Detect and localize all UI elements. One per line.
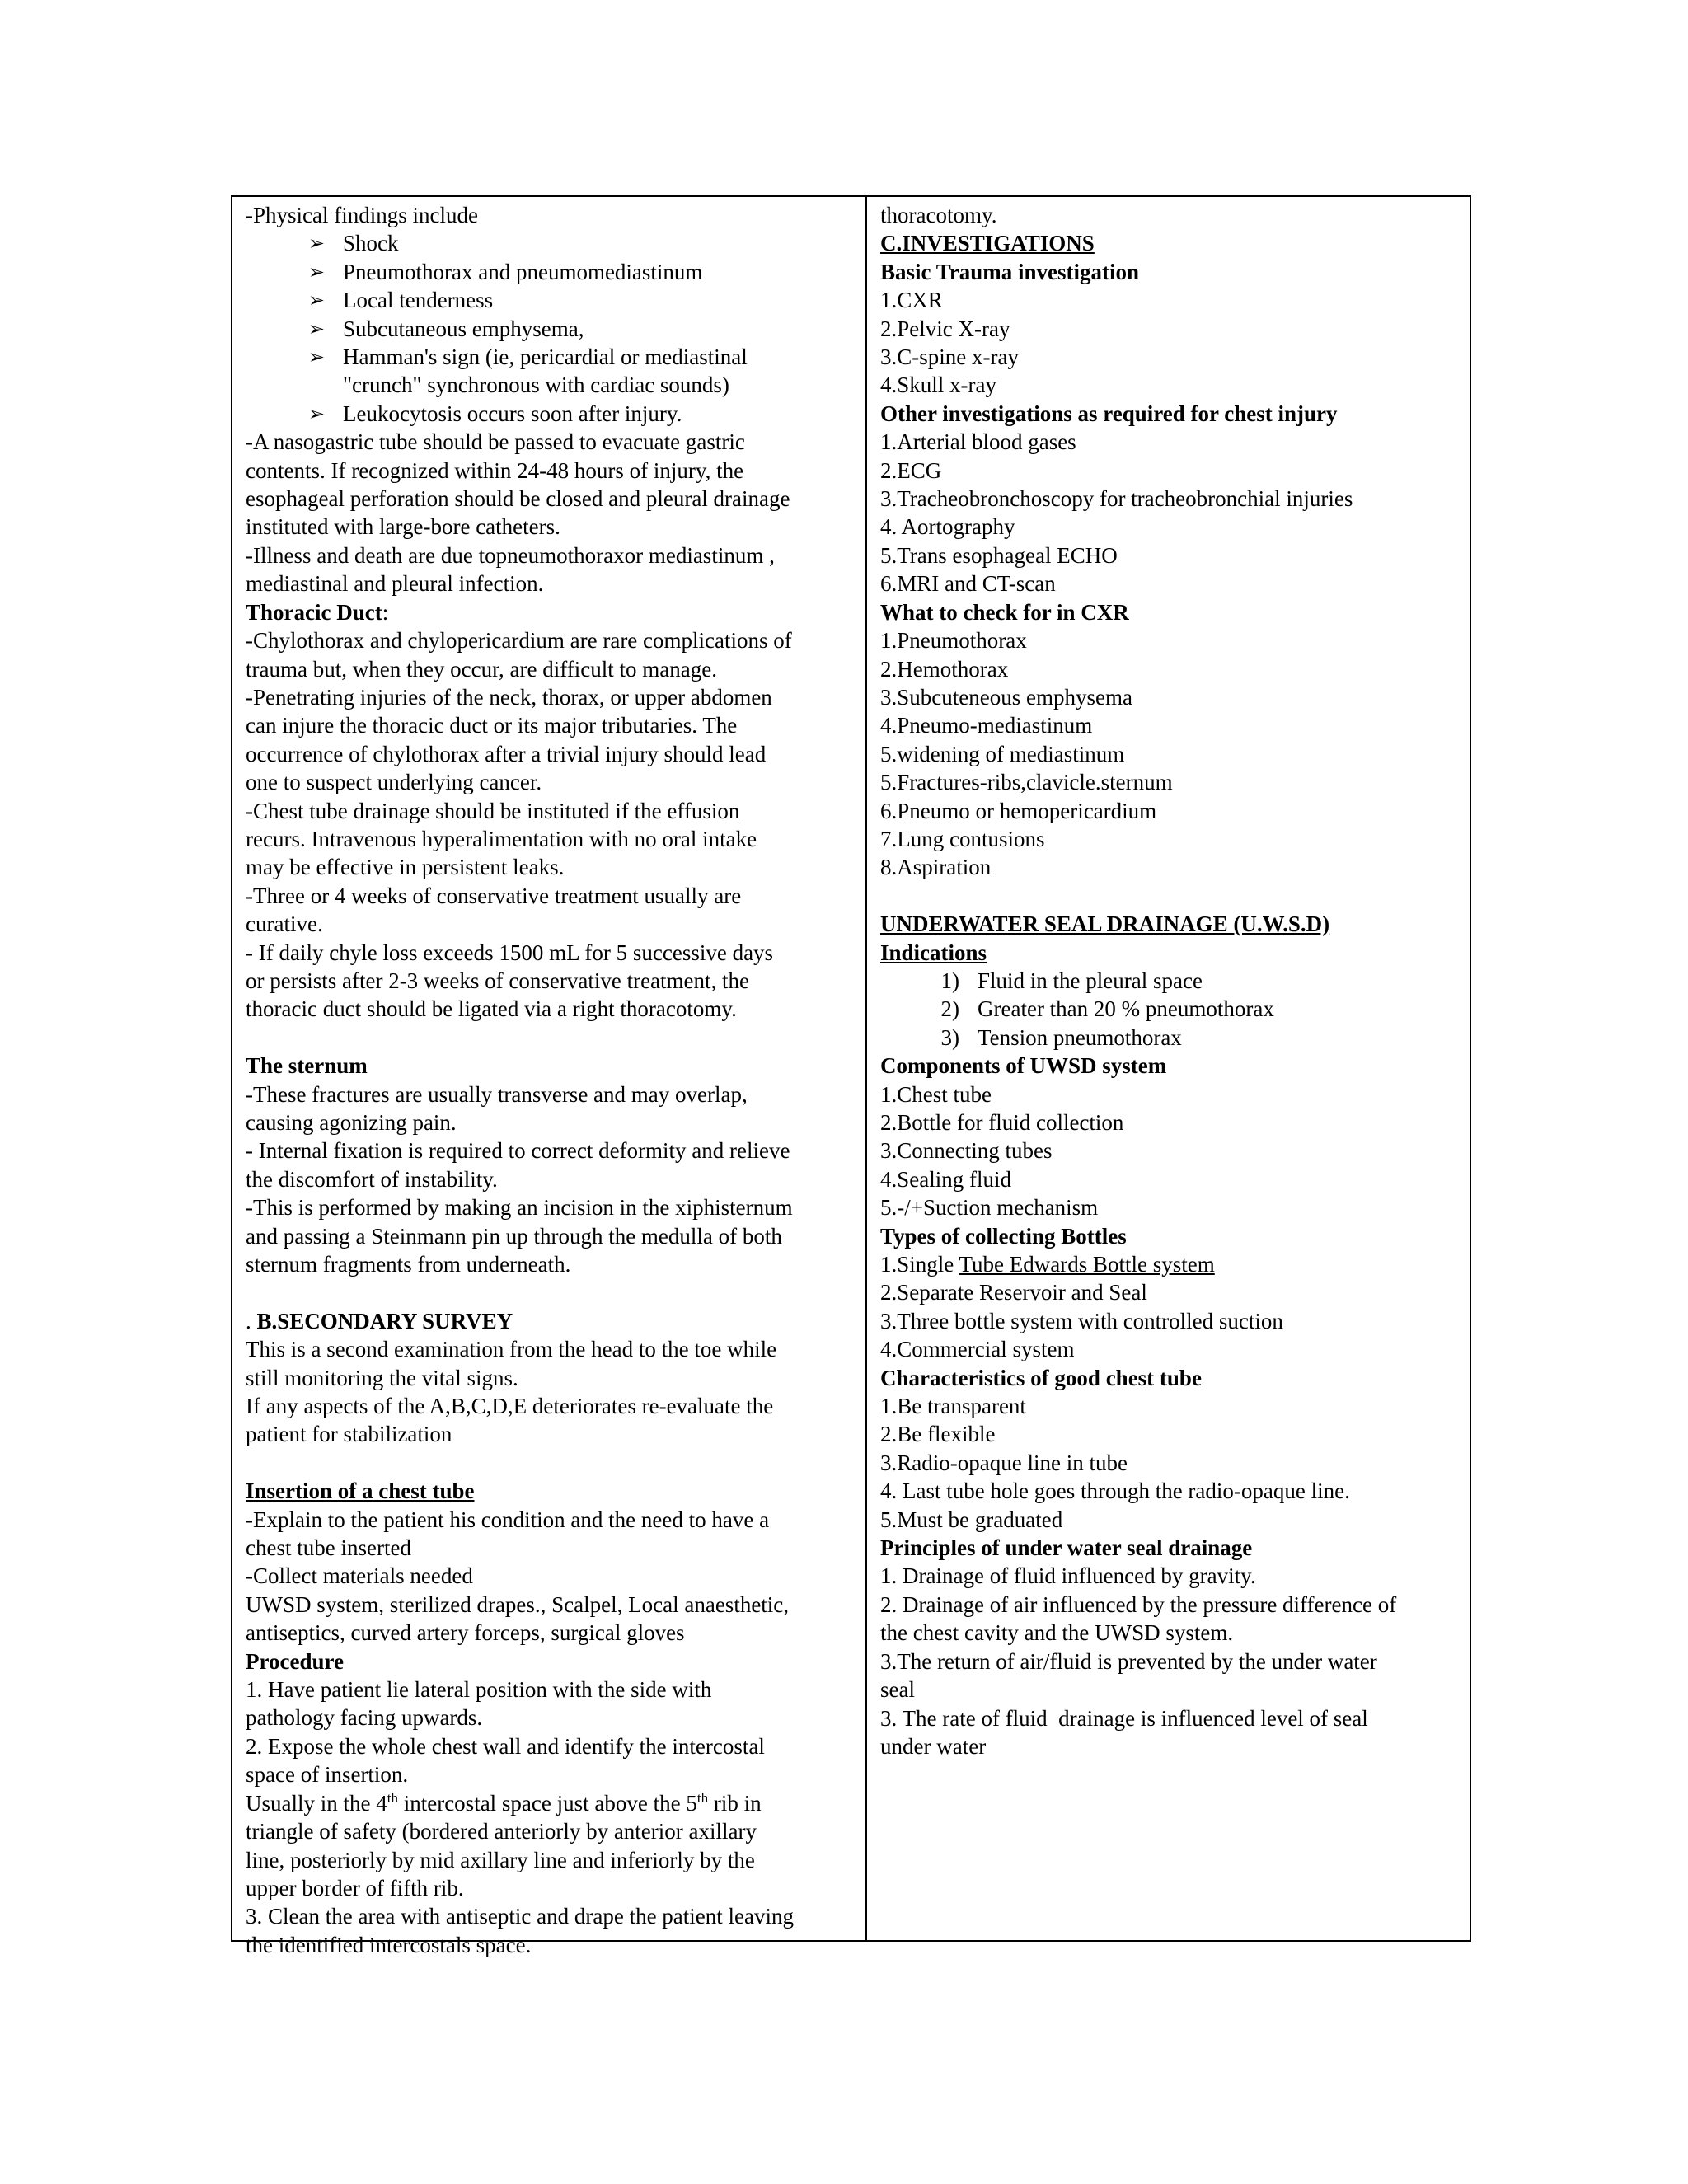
text-line: Usually in the 4th intercostal space just above the 5th rib in bbox=[246, 1789, 762, 1816]
text-line: can injure the thoracic duct or its major tributaries. The bbox=[246, 713, 738, 738]
list-item: 2.Bottle for fluid collection bbox=[880, 1109, 1124, 1135]
text-line: occurrence of chylothorax after a trivial injury should lead bbox=[246, 741, 767, 766]
left-column bbox=[232, 197, 867, 1957]
bullet-item: ➢ Hamman's sign (ie, pericardial or mediastinal bbox=[246, 343, 857, 371]
list-item: 3.C-spine x-ray bbox=[880, 344, 1019, 370]
investigations-heading: C.INVESTIGATIONS bbox=[880, 231, 1095, 256]
text-line: If any aspects of the A,B,C,D,E deteriorates re-evaluate the bbox=[246, 1394, 774, 1419]
text-line: triangle of safety (bordered anteriorly by anterior axillary bbox=[246, 1819, 757, 1844]
uwsd-heading: UNDERWATER SEAL DRAINAGE (U.W.S.D) bbox=[880, 912, 1330, 937]
list-item: 4. Last tube hole goes through the radio-opaque line. bbox=[880, 1479, 1350, 1504]
list-item: 1.Chest tube bbox=[880, 1081, 992, 1107]
characteristics-heading: Characteristics of good chest tube bbox=[880, 1365, 1202, 1390]
list-item: 3. The rate of fluid drainage is influenced level of seal bbox=[880, 1705, 1368, 1731]
indications-heading: Indications bbox=[880, 940, 987, 965]
arrow-bullet-icon: ➢ bbox=[307, 232, 325, 255]
text-line: thoracotomy. bbox=[880, 203, 997, 227]
list-item: 3.Tracheobronchoscopy for tracheobronchial injuries bbox=[880, 486, 1353, 512]
text-line: This is a second examination from the head to the toe while bbox=[246, 1337, 777, 1362]
list-item: 1.CXR bbox=[880, 288, 943, 313]
text-line: -A nasogastric tube should be passed to evacuate gastric bbox=[246, 429, 745, 455]
spacer bbox=[246, 1024, 857, 1052]
list-item: 2.Be flexible bbox=[880, 1422, 996, 1447]
list-item: 3.Three bottle system with controlled suction bbox=[880, 1308, 1283, 1333]
arrow-bullet-icon: ➢ bbox=[307, 288, 325, 312]
text-line: recurs. Intravenous hyperalimentation with no oral intake bbox=[246, 826, 757, 851]
list-item: 5.Trans esophageal ECHO bbox=[880, 542, 1118, 568]
types-heading: Types of collecting Bottles bbox=[880, 1223, 1127, 1249]
text-line: still monitoring the vital signs. bbox=[246, 1365, 518, 1390]
text-line: mediastinal and pleural infection. bbox=[246, 571, 544, 597]
text-line: - If daily chyle loss exceeds 1500 mL for 5 successive days bbox=[246, 940, 774, 965]
numbered-item: 1) Fluid in the pleural space bbox=[940, 968, 1203, 993]
list-item: 6.Pneumo or hemopericardium bbox=[880, 798, 1157, 823]
bullet-continuation: "crunch" synchronous with cardiac sounds) bbox=[343, 373, 729, 398]
list-item: 1.Single Tube Edwards Bottle system bbox=[880, 1252, 1215, 1277]
text-line: antiseptics, curved artery forceps, surgical gloves bbox=[246, 1620, 685, 1646]
list-item: 5.Fractures-ribs,clavicle.sternum bbox=[880, 770, 1173, 795]
list-item: 3.The return of air/fluid is prevented by the under water bbox=[880, 1648, 1377, 1674]
list-item: 1. Drainage of fluid influenced by gravity. bbox=[880, 1563, 1256, 1589]
text-line: may be effective in persistent leaks. bbox=[246, 855, 565, 880]
cxr-heading: What to check for in CXR bbox=[880, 599, 1129, 625]
text-line: UWSD system, sterilized drapes., Scalpel, Local anaesthetic, bbox=[246, 1591, 790, 1617]
text-line: space of insertion. bbox=[246, 1762, 409, 1788]
text-line: sternum fragments from underneath. bbox=[246, 1252, 571, 1277]
bullet-item: ➢ Shock bbox=[246, 229, 857, 257]
text-line: patient for stabilization bbox=[246, 1422, 452, 1447]
arrow-bullet-icon: ➢ bbox=[307, 316, 325, 340]
text-line: - Internal fixation is required to correct deformity and relieve bbox=[246, 1138, 790, 1164]
text-line: -These fractures are usually transverse and may overlap, bbox=[246, 1081, 748, 1107]
spacer bbox=[880, 882, 1461, 910]
text-line: causing agonizing pain. bbox=[246, 1109, 457, 1135]
basic-investigation-heading: Basic Trauma investigation bbox=[880, 259, 1140, 284]
text-line: or persists after 2-3 weeks of conservative treatment, the bbox=[246, 968, 750, 993]
text-line: -Illness and death are due topneumothoraxor mediastinum , bbox=[246, 542, 775, 568]
list-item: 2. Drainage of air influenced by the pressure difference of bbox=[880, 1591, 1397, 1617]
principles-heading: Principles of under water seal drainage bbox=[880, 1535, 1253, 1561]
text-line: -This is performed by making an incision in the xiphisternum bbox=[246, 1195, 793, 1221]
text-line: 2. Expose the whole chest wall and identify the intercostal bbox=[246, 1733, 765, 1759]
text-line: 3. Clean the area with antiseptic and drape the patient leaving bbox=[246, 1904, 794, 1929]
text-line: line, posteriorly by mid axillary line and inferiorly by the bbox=[246, 1847, 755, 1872]
two-column-table bbox=[231, 195, 1471, 1957]
components-heading: Components of UWSD system bbox=[880, 1053, 1167, 1079]
text-line: esophageal perforation should be closed and pleural drainage bbox=[246, 486, 790, 512]
text-line: contents. If recognized within 24-48 hours of injury, the bbox=[246, 457, 744, 483]
physical-findings-intro: -Physical findings include bbox=[246, 203, 478, 227]
text-line: curative. bbox=[246, 912, 323, 937]
text-line: pathology facing upwards. bbox=[246, 1705, 483, 1731]
list-item: under water bbox=[880, 1733, 987, 1759]
list-item: 2.Pelvic X-ray bbox=[880, 316, 1010, 341]
sternum-heading: The sternum bbox=[246, 1053, 368, 1079]
bullet-item: ➢ Local tenderness bbox=[246, 286, 857, 314]
text-line: -Penetrating injuries of the neck, thorax, or upper abdomen bbox=[246, 684, 772, 710]
list-item: 7.Lung contusions bbox=[880, 826, 1045, 851]
spacer bbox=[246, 1278, 857, 1306]
right-column bbox=[867, 197, 1470, 1940]
text-line: -Explain to the patient his condition and the need to have a bbox=[246, 1507, 770, 1532]
other-investigations-heading: Other investigations as required for chest injury bbox=[880, 401, 1338, 426]
text-line: -Chylothorax and chylopericardium are rare complications of bbox=[246, 628, 792, 654]
text-line: trauma but, when they occur, are difficult to manage. bbox=[246, 656, 717, 682]
text-line: chest tube inserted bbox=[246, 1535, 411, 1561]
list-item: 3.Subcuteneous emphysema bbox=[880, 684, 1132, 710]
list-item: 5.-/+Suction mechanism bbox=[880, 1195, 1099, 1221]
list-item: 4. Aortography bbox=[880, 514, 1015, 540]
list-item: 1.Be transparent bbox=[880, 1394, 1026, 1419]
list-item: 3.Radio-opaque line in tube bbox=[880, 1450, 1128, 1475]
text-line: -Chest tube drainage should be instituted if the effusion bbox=[246, 798, 740, 823]
list-item: 4.Pneumo-mediastinum bbox=[880, 713, 1093, 738]
list-item: 3.Connecting tubes bbox=[880, 1138, 1053, 1164]
list-item: seal bbox=[880, 1677, 915, 1703]
arrow-bullet-icon: ➢ bbox=[307, 401, 325, 425]
list-item: 5.widening of mediastinum bbox=[880, 741, 1125, 766]
text-line: one to suspect underlying cancer. bbox=[246, 770, 542, 795]
arrow-bullet-icon: ➢ bbox=[307, 260, 325, 284]
list-item: 6.MRI and CT-scan bbox=[880, 571, 1056, 597]
text-line: and passing a Steinmann pin up through the medulla of both bbox=[246, 1223, 782, 1249]
list-item: 2.ECG bbox=[880, 457, 942, 483]
list-item: 4.Skull x-ray bbox=[880, 373, 996, 398]
list-item: 8.Aspiration bbox=[880, 855, 992, 880]
bullet-item: ➢ Pneumothorax and pneumomediastinum bbox=[246, 258, 857, 286]
arrow-bullet-icon: ➢ bbox=[307, 345, 325, 369]
insertion-heading: Insertion of a chest tube bbox=[246, 1479, 475, 1504]
list-item: 1.Pneumothorax bbox=[880, 628, 1027, 654]
list-item: 2.Separate Reservoir and Seal bbox=[880, 1280, 1147, 1305]
procedure-heading: Procedure bbox=[246, 1648, 344, 1674]
bullet-item: ➢ Leukocytosis occurs soon after injury. bbox=[246, 400, 857, 428]
list-item: 2.Hemothorax bbox=[880, 656, 1009, 682]
secondary-survey-heading: . B.SECONDARY SURVEY bbox=[246, 1308, 513, 1333]
thoracic-duct-heading: Thoracic Duct: bbox=[246, 599, 389, 625]
text-line: 1. Have patient lie lateral position with the side with bbox=[246, 1677, 712, 1703]
text-line: -Collect materials needed bbox=[246, 1563, 473, 1589]
numbered-item: 3) Tension pneumothorax bbox=[940, 1024, 1182, 1050]
text-line: the identified intercostals space. bbox=[246, 1932, 532, 1957]
list-item: 4.Commercial system bbox=[880, 1337, 1075, 1362]
bullet-item: ➢ Subcutaneous emphysema, bbox=[246, 315, 857, 343]
text-line: thoracic duct should be ligated via a right thoracotomy. bbox=[246, 996, 737, 1022]
text-line: instituted with large-bore catheters. bbox=[246, 514, 560, 540]
list-item: 4.Sealing fluid bbox=[880, 1166, 1011, 1192]
text-line: upper border of fifth rib. bbox=[246, 1875, 464, 1900]
list-item: the chest cavity and the UWSD system. bbox=[880, 1620, 1234, 1646]
numbered-item: 2) Greater than 20 % pneumothorax bbox=[940, 996, 1274, 1022]
text-line: -Three or 4 weeks of conservative treatment usually are bbox=[246, 883, 742, 908]
text-line: the discomfort of instability. bbox=[246, 1166, 498, 1192]
spacer bbox=[246, 1449, 857, 1477]
list-item: 5.Must be graduated bbox=[880, 1507, 1063, 1532]
list-item: 1.Arterial blood gases bbox=[880, 429, 1076, 455]
